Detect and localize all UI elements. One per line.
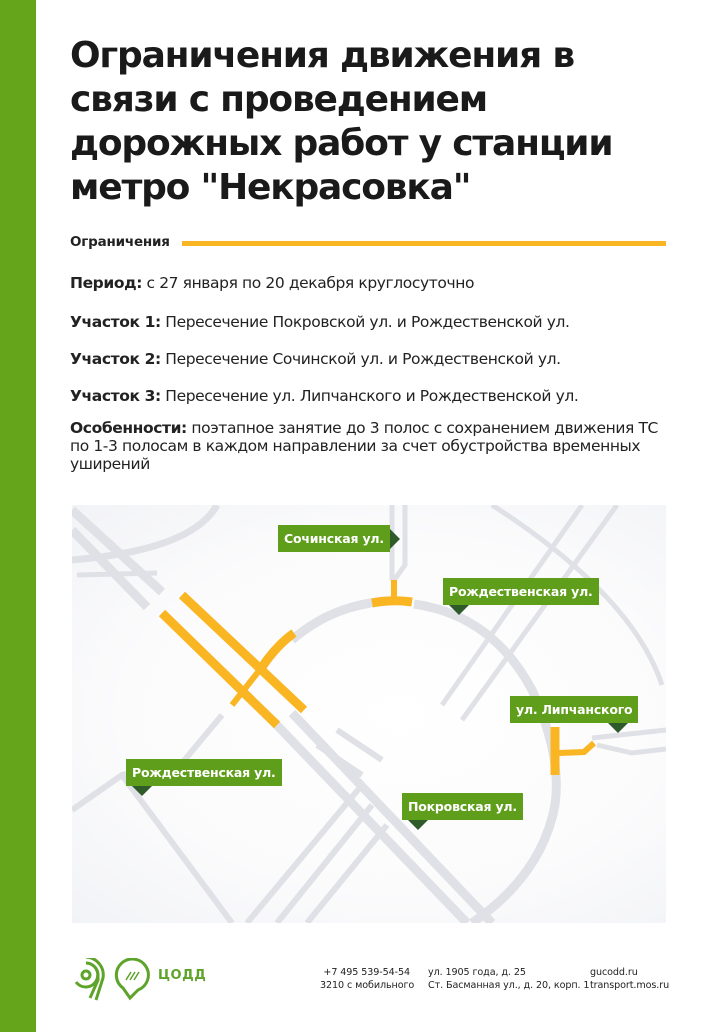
road-map (72, 505, 666, 923)
segment2-line (70, 350, 670, 368)
period-label: Период: (70, 274, 143, 292)
segment3-value: Пересечение ул. Липчанского и Рождественской ул. (160, 387, 579, 405)
footer-address-2: Ст. Басманная ул., д. 20, корп. 1 (428, 980, 590, 991)
label-rozhdestvenskaya-top-text: Рождественская ул. (449, 584, 593, 599)
footer-sites (590, 966, 669, 992)
pointer-down-icon (608, 723, 628, 733)
codd-logo-icon (68, 958, 158, 1002)
segment1-line (70, 313, 670, 331)
page-title (70, 34, 670, 210)
footer-phone-mobile: 3210 с мобильного (320, 980, 415, 991)
title-line-2: связи с проведением (70, 79, 487, 120)
footer-phone: +7 495 539-54-54 (323, 967, 410, 978)
segment3-label: Участок 3: (70, 387, 161, 405)
pointer-right-icon (390, 529, 400, 549)
label-lipchanskogo (510, 696, 638, 723)
pointer-down-icon (132, 786, 152, 796)
label-pokrovskaya-text: Покровская ул. (408, 799, 517, 814)
title-line-3: дорожных работ у станции (70, 123, 613, 164)
footer-phones (320, 966, 415, 992)
section-divider (182, 241, 666, 246)
footer-addresses (428, 966, 589, 992)
period-line (70, 274, 670, 292)
features-label: Особенности: (70, 419, 187, 437)
segment1-label: Участок 1: (70, 313, 161, 331)
title-line-1: Ограничения движения в (70, 35, 574, 76)
label-sochinskaya (278, 525, 390, 552)
title-line-4: метро "Некрасовка" (70, 167, 471, 208)
pointer-down-icon (449, 605, 469, 615)
side-accent-bar (0, 0, 36, 1032)
footer-site-2[interactable]: transport.mos.ru (590, 980, 670, 991)
label-sochinskaya-text: Сочинская ул. (284, 531, 384, 546)
label-rozhdestvenskaya-left-text: Рождественская ул. (132, 765, 276, 780)
features-value: поэтапное занятие до 3 полос с сохранением движения ТС по 1-3 полосам в каждом направлении за счет обустройства временных уширений (70, 419, 658, 473)
label-rozhdestvenskaya-left (126, 759, 282, 786)
section-header (70, 234, 666, 250)
segment2-value: Пересечение Сочинской ул. и Рождественской ул. (160, 350, 561, 368)
period-value: с 27 января по 20 декабря круглосуточно (142, 274, 475, 292)
label-pokrovskaya (402, 793, 523, 820)
footer-address-1: ул. 1905 года, д. 25 (428, 967, 526, 978)
label-rozhdestvenskaya-top (443, 578, 599, 605)
footer-site-1[interactable]: gucodd.ru (590, 967, 638, 978)
pointer-down-icon (408, 820, 428, 830)
logo-text: ЦОДД (158, 968, 207, 983)
features-block (70, 419, 660, 473)
label-lipchanskogo-text: ул. Липчанского (516, 702, 633, 717)
segment1-value: Пересечение Покровской ул. и Рождественской ул. (160, 313, 570, 331)
segment2-label: Участок 2: (70, 350, 161, 368)
segment3-line (70, 387, 670, 405)
section-label: Ограничения (70, 234, 170, 250)
